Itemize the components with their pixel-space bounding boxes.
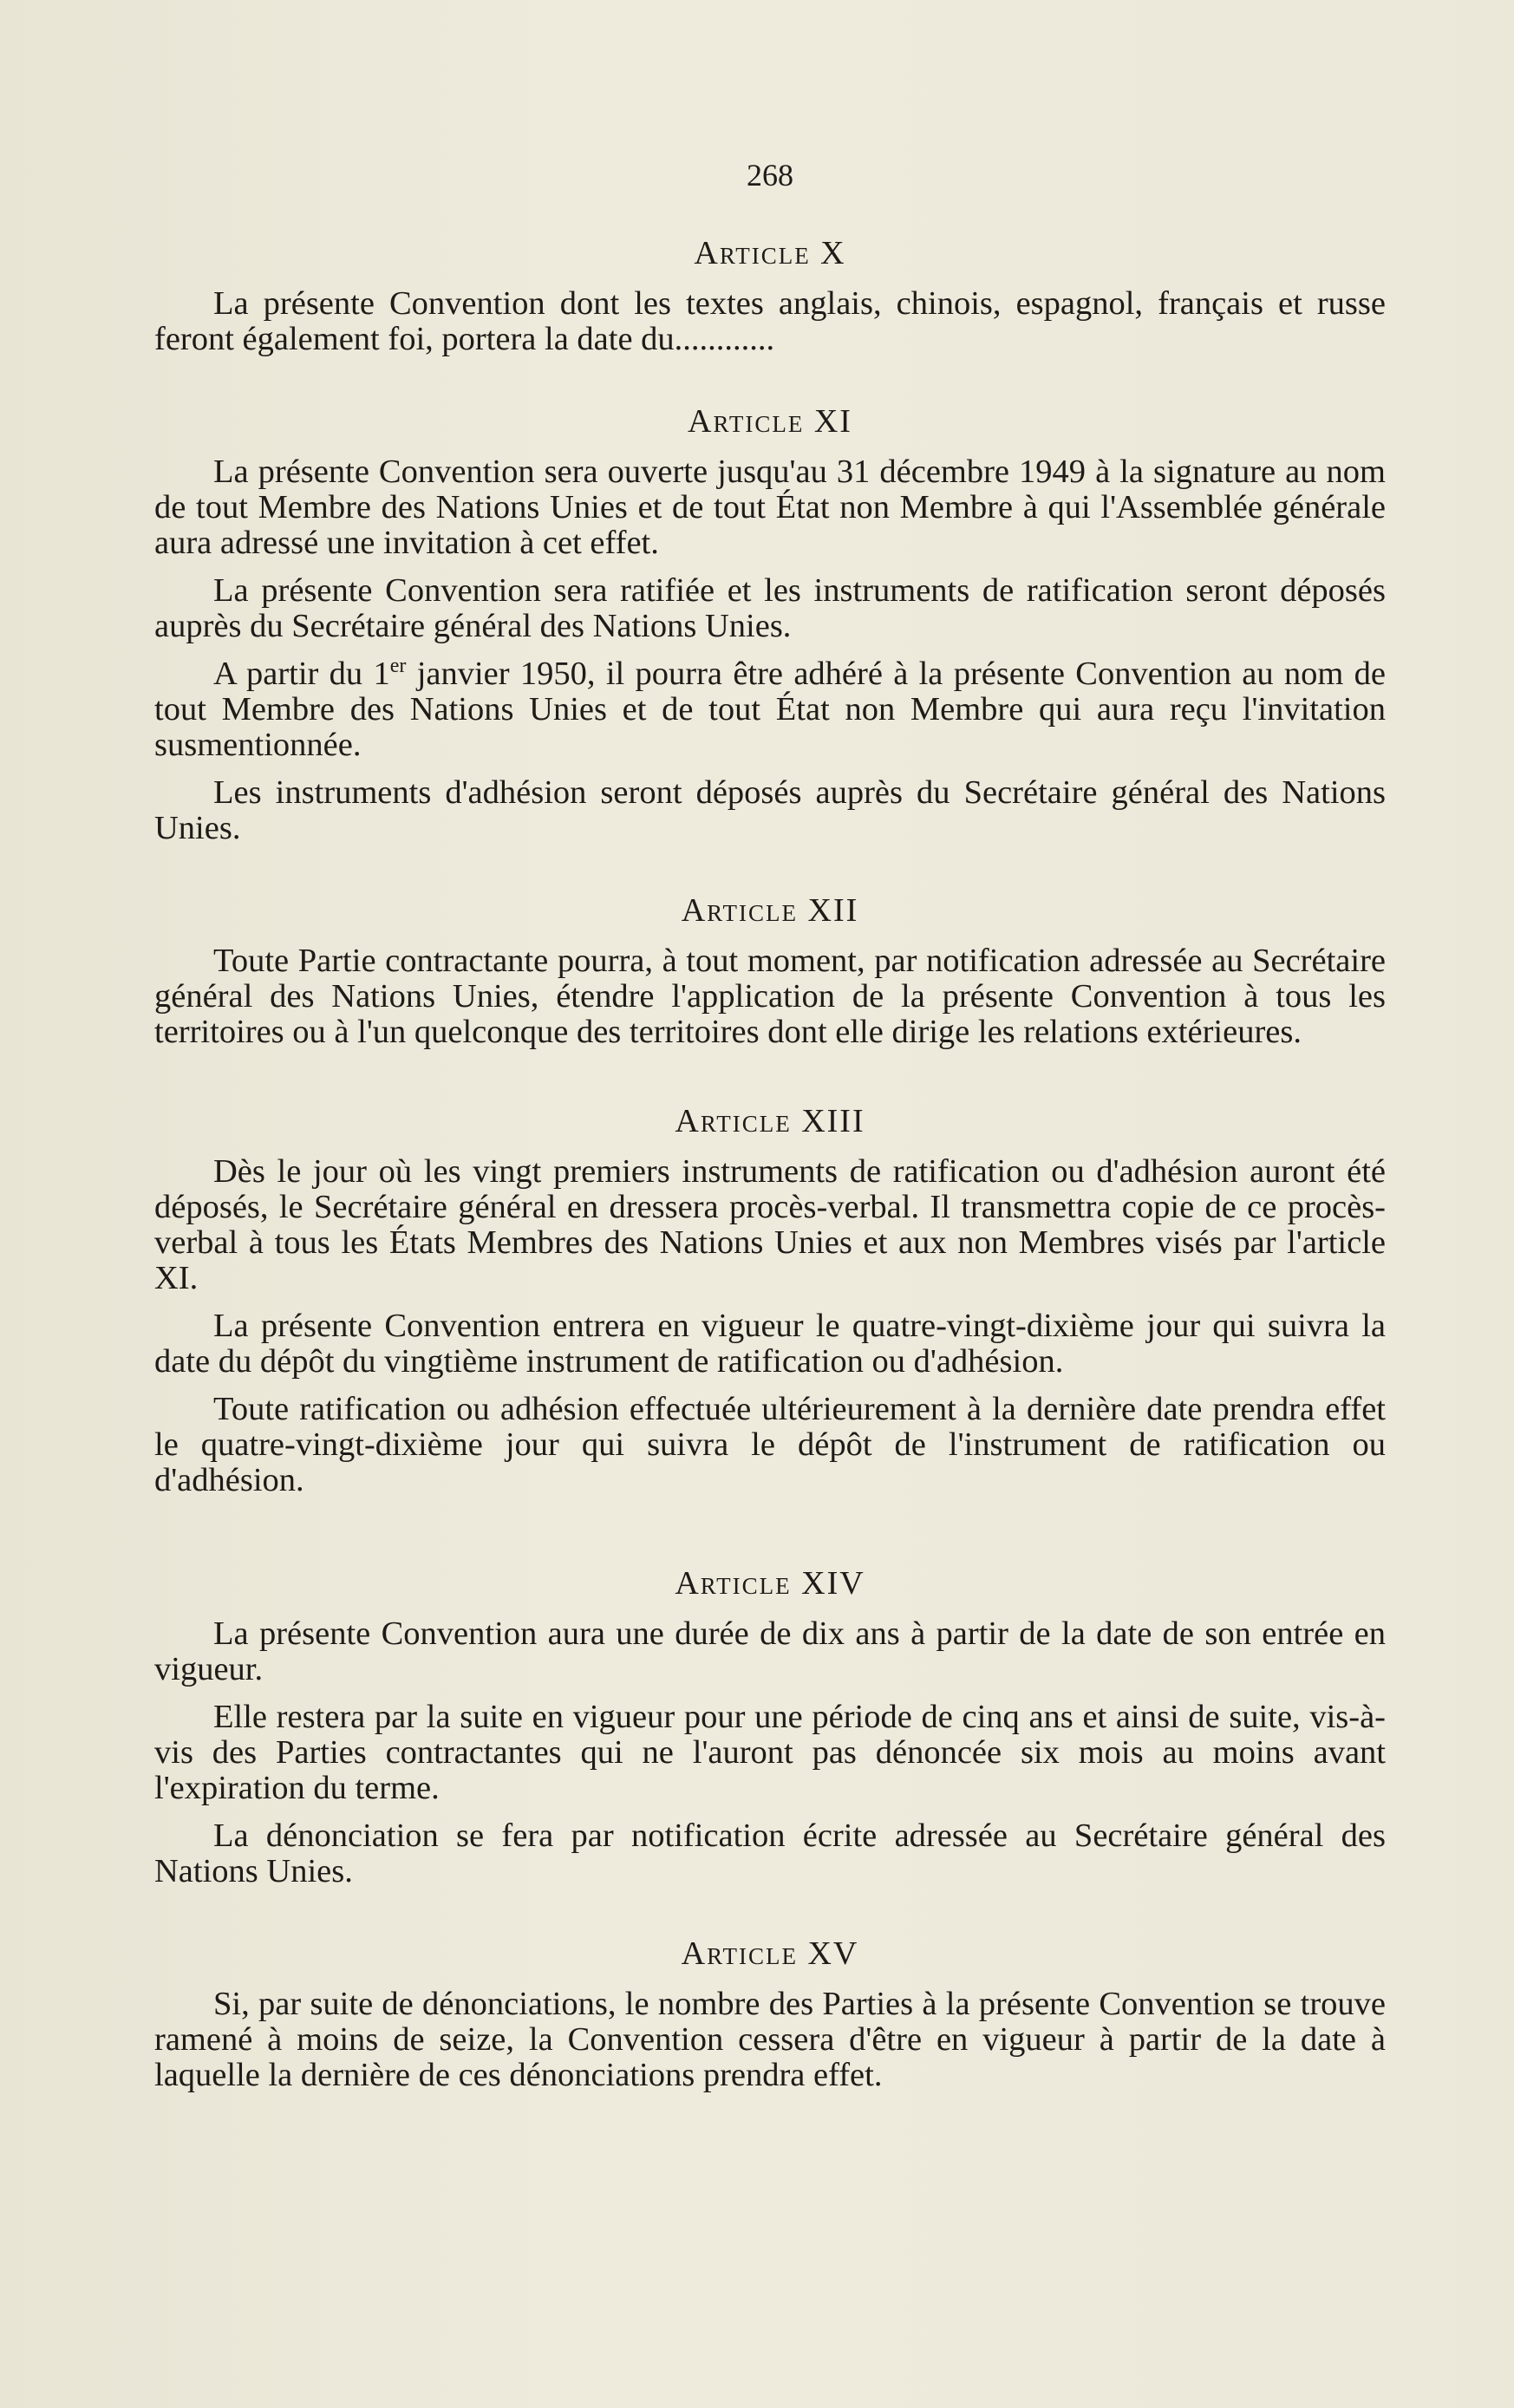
paragraph: Si, par suite de dénonciations, le nombre des Parties à la présente Convention se trouve ramené à moins de seize, la Convention cessera d'être en vigueur à partir de la date à laquelle la dernière de ces dénonciations prendra effet. — [154, 1986, 1386, 2093]
article-title: Article XII — [681, 892, 859, 929]
paragraph: La présente Convention sera ouverte jusqu'au 31 décembre 1949 à la signature au nom de tout Membre des Nations Unies et de tout État non Membre à qui l'Assemblée générale aura adressé une invitation à cet effet. — [154, 454, 1386, 561]
ordinal-superscript: er — [389, 655, 407, 678]
article-title: Article X — [694, 235, 846, 271]
article-xv — [154, 1935, 1386, 2093]
paragraph: La présente Convention aura une durée de dix ans à partir de la date de son entrée en vigueur. — [154, 1615, 1386, 1687]
article-title: Article XV — [681, 1935, 859, 1972]
page-number: 268 — [747, 158, 793, 193]
paragraph: La dénonciation se fera par notification écrite adressée au Secrétaire général des Nations Unies. — [154, 1817, 1386, 1889]
text-column — [154, 156, 1386, 2105]
article-title: Article XIII — [675, 1103, 865, 1139]
paragraph: Elle restera par la suite en vigueur pour une période de cinq ans et ainsi de suite, vis-à-vis des Parties contractantes qui ne l'auront pas dénoncée six mois au moins avant l'expiration du terme. — [154, 1699, 1386, 1806]
article-xi — [154, 402, 1386, 846]
paragraph: Les instruments d'adhésion seront déposés auprès du Secrétaire général des Nations Unies. — [154, 774, 1386, 846]
paragraph: La présente Convention entrera en vigueur le quatre-vingt-dixième jour qui suivra la date du dépôt du vingtième instrument de ratification ou d'adhésion. — [154, 1308, 1386, 1380]
article-x — [154, 234, 1386, 357]
paragraph: Toute ratification ou adhésion effectuée ultérieurement à la dernière date prendra effet le quatre-vingt-dixième jour qui suivra le dépôt de l'instrument de ratification ou d'adhésion. — [154, 1391, 1386, 1498]
article-xii — [154, 891, 1386, 1050]
paragraph: La présente Convention dont les textes anglais, chinois, espagnol, français et russe feront également foi, portera la date du............ — [154, 285, 1386, 357]
article-title: Article XIV — [675, 1565, 865, 1602]
paragraph: Dès le jour où les vingt premiers instruments de ratification ou d'adhésion auront été déposés, le Secrétaire général en dressera procès-verbal. Il transmettra copie de ce procès-verbal à tous les États Membres des Nations Unies et aux non Membres visés par l'article XI. — [154, 1153, 1386, 1296]
paragraph: A partir du 1er janvier 1950, il pourra être adhéré à la présente Convention au nom de tout Membre des Nations Unies et de tout État non Membre qui aura reçu l'invitation susmentionnée. — [154, 655, 1386, 763]
paragraph: La présente Convention sera ratifiée et les instruments de ratification seront déposés auprès du Secrétaire général des Nations Unies. — [154, 572, 1386, 644]
paragraph: Toute Partie contractante pourra, à tout moment, par notification adressée au Secrétaire général des Nations Unies, étendre l'application de la présente Convention à tous les territoires ou à l'un quelconque des territoires dont elle dirige les relations extérieures. — [154, 943, 1386, 1050]
article-xiv — [154, 1564, 1386, 1889]
article-xiii — [154, 1102, 1386, 1498]
article-title: Article XI — [688, 403, 852, 440]
